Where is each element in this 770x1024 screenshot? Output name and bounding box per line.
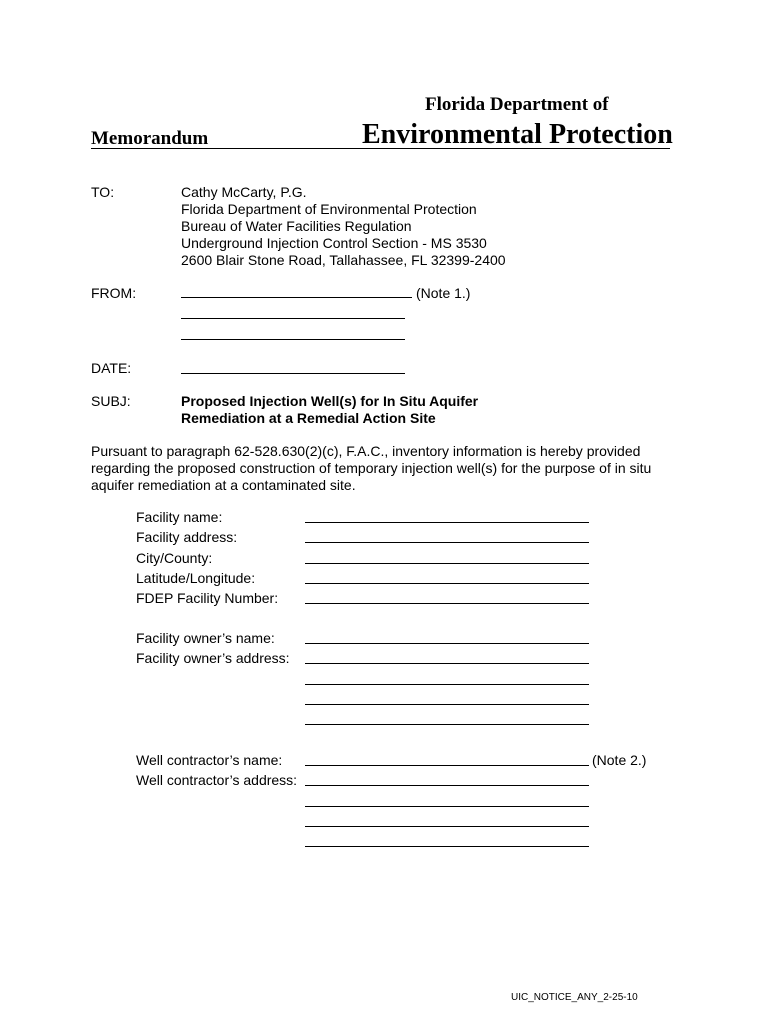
contractor-address-blank-1[interactable]	[305, 785, 589, 786]
subject-line-1: Proposed Injection Well(s) for In Situ Aquifer	[181, 393, 479, 409]
subject-label: SUBJ:	[91, 393, 131, 409]
contractor-address-blank-2[interactable]	[305, 806, 589, 807]
to-line-1: Cathy McCarty, P.G.	[181, 184, 307, 200]
facility-address-label: Facility address:	[136, 529, 238, 545]
contractor-address-label: Well contractor’s address:	[136, 772, 298, 788]
facility-address-blank[interactable]	[305, 542, 589, 543]
fdep-number-blank[interactable]	[305, 603, 589, 604]
lat-long-blank[interactable]	[305, 583, 589, 584]
contractor-address-blank-4[interactable]	[305, 846, 589, 847]
facility-name-label: Facility name:	[136, 509, 223, 525]
owner-address-blank-3[interactable]	[305, 704, 589, 705]
from-name-blank[interactable]	[181, 297, 412, 298]
from-note: (Note 1.)	[416, 285, 471, 301]
memo-label: Memorandum	[91, 128, 209, 149]
body-line-2: regarding the proposed construction of temporary injection well(s) for the purpose of in situ	[91, 460, 652, 476]
to-line-3: Bureau of Water Facilities Regulation	[181, 218, 412, 234]
owner-address-blank-2[interactable]	[305, 684, 589, 685]
contractor-note: (Note 2.)	[592, 752, 647, 768]
header-rule	[91, 148, 670, 149]
fdep-number-label: FDEP Facility Number:	[136, 590, 279, 606]
owner-address-blank-4[interactable]	[305, 724, 589, 725]
lat-long-label: Latitude/Longitude:	[136, 570, 256, 586]
from-label: FROM:	[91, 285, 137, 301]
body-line-3: aquifer remediation at a contaminated site.	[91, 477, 356, 493]
contractor-address-blank-3[interactable]	[305, 826, 589, 827]
body-line-1: Pursuant to paragraph 62-528.630(2)(c), F.A.C., inventory information is hereby provided	[91, 443, 641, 459]
from-address-blank-1[interactable]	[181, 318, 405, 319]
contractor-name-label: Well contractor’s name:	[136, 752, 283, 768]
owner-address-blank-1[interactable]	[305, 663, 589, 664]
city-county-label: City/County:	[136, 550, 213, 566]
owner-address-label: Facility owner’s address:	[136, 650, 290, 666]
owner-name-blank[interactable]	[305, 643, 589, 644]
subject-line-2: Remediation at a Remedial Action Site	[181, 410, 436, 426]
to-line-5: 2600 Blair Stone Road, Tallahassee, FL 32399-2400	[181, 252, 506, 268]
facility-name-blank[interactable]	[305, 522, 589, 523]
to-label: TO:	[91, 184, 115, 200]
from-address-blank-2[interactable]	[181, 339, 405, 340]
to-line-2: Florida Department of Environmental Protection	[181, 201, 477, 217]
city-county-blank[interactable]	[305, 563, 589, 564]
department-line1: Florida Department of	[425, 94, 609, 115]
to-line-4: Underground Injection Control Section - MS 3530	[181, 235, 487, 251]
department-line2: Environmental Protection	[362, 119, 673, 150]
owner-name-label: Facility owner’s name:	[136, 630, 275, 646]
contractor-name-blank[interactable]	[305, 765, 589, 766]
form-id: UIC_NOTICE_ANY_2-25-10	[511, 992, 638, 1003]
date-blank[interactable]	[181, 373, 405, 374]
date-label: DATE:	[91, 360, 132, 376]
